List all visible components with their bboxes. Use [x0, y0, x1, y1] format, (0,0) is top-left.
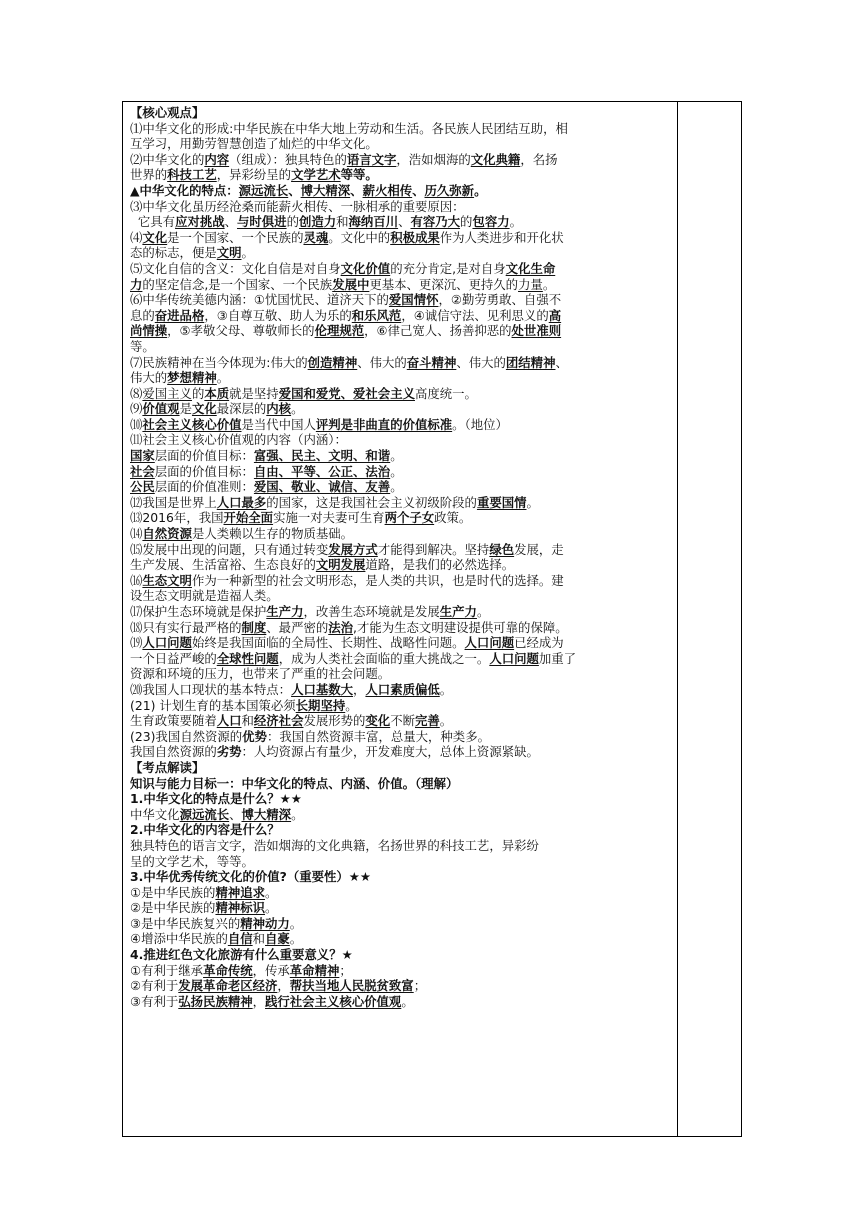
text-run: ⑴中华文化的形成:中华民族在中华大地上劳动和生活。各民族人民团结互助，相: [130, 120, 568, 136]
text-line: [130, 822, 674, 838]
text-run: 。: [265, 884, 278, 900]
text-line: [130, 916, 674, 932]
notes-cell: [130, 105, 674, 1009]
text-line: [130, 776, 674, 792]
text-run: 的充分肯定,是对自身: [390, 260, 506, 276]
emphasis-text: 制度: [241, 619, 267, 635]
emphasis-text: 源远流长: [179, 806, 230, 822]
text-line: [130, 651, 674, 667]
text-line: [130, 542, 674, 558]
emphasis-text: 革命精神: [289, 962, 340, 978]
emphasis-text: 精神标识: [215, 900, 266, 916]
text-line: [130, 573, 674, 589]
text-run: 。文化中的: [328, 229, 391, 245]
emphasis-text: 帮扶当地人民脱贫致富: [289, 978, 414, 994]
emphasis-text: 、: [412, 182, 425, 198]
emphasis-text: 优势: [242, 728, 267, 744]
text-run: 互学习，用勤劳智慧创造了灿烂的中华文化。: [130, 136, 378, 152]
emphasis-text: 人口: [216, 713, 242, 729]
emphasis-text: 积极成果: [390, 229, 440, 245]
text-line: [130, 978, 674, 994]
emphasis-text: 自豪: [265, 931, 290, 947]
text-run: ，改善生态环境就是发展: [303, 604, 440, 619]
emphasis-text: 包容力: [472, 214, 510, 230]
text-run: ⑹中华传统美德内涵：①忧国忧民、道济天下的: [130, 292, 389, 308]
emphasis-text: 知识与能力目标一：中华文化的特点、内涵、价值。（理解）: [130, 775, 459, 791]
text-run: 。: [291, 401, 304, 417]
emphasis-text: 应对挑战: [175, 214, 225, 230]
text-run: 的: [286, 214, 299, 230]
text-run: ，⑥律己宽人、扬善抑恶的: [364, 323, 512, 339]
text-line: [130, 557, 674, 573]
text-run: ⑺民族精神在当今体现为:伟大的: [130, 354, 308, 370]
text-line: [130, 105, 674, 121]
text-line: [130, 121, 674, 137]
text-run: 态的标志，便是: [130, 245, 217, 261]
emphasis-text: 等等。: [340, 167, 378, 183]
emphasis-text: 文学艺术: [291, 167, 341, 183]
emphasis-text: 人口问题: [464, 635, 515, 651]
text-run: 和: [241, 713, 254, 729]
emphasis-text: 发展方式: [328, 541, 378, 557]
text-run: 最深层的: [216, 401, 267, 417]
emphasis-text: 人口问题: [489, 650, 539, 666]
emphasis-text: 力量: [518, 276, 543, 292]
text-line: [130, 838, 674, 854]
text-run: 、: [555, 354, 568, 370]
text-run: （组成）：独具特色的: [229, 151, 347, 167]
emphasis-text: 完善: [414, 713, 440, 729]
emphasis-text: 处世准则: [511, 323, 562, 339]
text-run: 。: [345, 697, 358, 713]
emphasis-text: 、: [288, 182, 301, 198]
emphasis-text: ▲中华文化的特点：: [130, 182, 239, 198]
text-run: 呈的文学艺术，等等。: [130, 853, 254, 869]
text-line: [130, 214, 674, 230]
text-run: 。: [476, 604, 490, 619]
text-run: ：我国自然资源丰富，总量大，种类多。: [266, 728, 490, 744]
emphasis-text: 精神动力: [240, 915, 290, 931]
text-line: [130, 947, 674, 963]
emphasis-text: 奋斗精神: [406, 354, 457, 370]
emphasis-text: 内核: [266, 401, 292, 417]
text-run: ⑻: [130, 385, 143, 401]
text-run: 。: [439, 713, 453, 729]
emphasis-text: 薪火相传: [362, 182, 413, 198]
text-run: ，传承: [252, 962, 290, 978]
text-line: [130, 261, 674, 277]
emphasis-text: 弘扬民族精神: [178, 993, 253, 1009]
text-run: ①有利于继承: [130, 962, 204, 978]
text-run: 是人类赖以生存的物质基础。: [191, 526, 354, 542]
text-run: (23)我国自然资源的: [130, 728, 243, 744]
emphasis-text: 本质: [204, 385, 230, 401]
emphasis-text: 奋进品格: [154, 307, 205, 323]
table-column-divider: [677, 102, 678, 1136]
emphasis-text: 经济社会: [253, 713, 304, 729]
text-run: ⒅只有实行最严格的: [130, 619, 242, 635]
text-run: 作为一种新型的社会文明形态，是人类的共识，也是时代的选择。建: [191, 572, 564, 588]
emphasis-text: 。: [474, 182, 487, 198]
text-run: ⒃: [130, 572, 143, 588]
emphasis-text: 绿色: [489, 541, 515, 557]
text-run: ③是中华民族复兴的: [130, 915, 241, 931]
text-line: [130, 230, 674, 246]
text-run: ，④诚信守法、见利思义的: [401, 307, 549, 323]
emphasis-text: 文化典籍: [470, 151, 521, 167]
text-run: 。: [289, 915, 303, 931]
text-line: [130, 245, 674, 261]
text-line: [130, 136, 674, 152]
text-run: ：人均资源占有量少，开发难度大，总体上资源紧缺。: [241, 744, 539, 760]
text-line: [130, 464, 674, 480]
emphasis-text: 源远流长: [238, 182, 289, 198]
text-line: [130, 277, 674, 293]
text-line: [130, 292, 674, 308]
text-line: [130, 183, 674, 199]
text-line: [130, 604, 674, 620]
emphasis-text: 国家: [130, 448, 155, 464]
text-run: 作为人类进步和开化状: [439, 229, 564, 245]
text-run: 设生态文明就是造福人类。: [130, 588, 279, 604]
emphasis-text: 科技工艺: [167, 167, 217, 183]
text-line: [130, 885, 674, 901]
text-run: 、: [398, 214, 411, 230]
text-run: ⑾社会主义核心价值观的内容（内涵）：: [130, 432, 347, 448]
text-run: 层面的价值准则：: [154, 479, 254, 495]
text-run: 和: [252, 931, 266, 947]
text-run: 、伟大的: [456, 354, 506, 370]
text-run: 伟大的: [130, 370, 168, 386]
emphasis-text: 文化: [191, 401, 217, 417]
text-run: ⑶中华文化虽历经沧桑而能薪火相传、一脉相承的重要原因：: [130, 198, 465, 214]
emphasis-text: 自由、平等、公正、法治: [253, 463, 391, 479]
text-run: ④增添中华民族的: [130, 931, 228, 947]
text-run: ，⑤孝敬父母、尊敬师长的: [167, 323, 315, 339]
emphasis-text: 伦理规范: [314, 323, 365, 339]
text-run: 。: [390, 479, 403, 495]
text-line: [130, 370, 674, 386]
text-run: ⒁: [130, 526, 143, 542]
text-run: 。: [526, 494, 539, 510]
emphasis-text: 社会: [130, 463, 155, 479]
text-run: 就是坚持: [229, 385, 279, 401]
emphasis-text: 精神追求: [215, 884, 266, 900]
text-run: 是当代中国人: [241, 416, 316, 432]
text-run: ；: [413, 978, 427, 994]
text-run: 等。: [130, 338, 155, 354]
emphasis-text: 人口基数大: [291, 681, 354, 697]
text-run: ⑿我国是世界上: [130, 494, 217, 510]
text-line: [130, 355, 674, 371]
emphasis-text: 自然资源: [142, 526, 192, 542]
emphasis-text: 1.中华文化的特点是什么？★★: [130, 791, 302, 807]
emphasis-text: 高: [548, 307, 562, 323]
text-run: 生育政策要随着: [130, 713, 217, 729]
text-line: [130, 417, 674, 433]
text-run: 生产发展、生活富裕、生态良好的: [130, 557, 316, 573]
text-run: ⑼: [130, 401, 143, 417]
text-run: 发展，走: [514, 541, 564, 557]
text-run: ，③自尊互敬、助人为乐的: [204, 307, 352, 323]
emphasis-text: 革命传统: [203, 962, 253, 978]
text-run: (21) 计划生育的基本国策必须: [130, 697, 296, 713]
emphasis-text: 文化价值: [340, 260, 391, 276]
text-run: ⑷: [130, 229, 143, 245]
text-run: ⒆: [130, 635, 143, 651]
text-run: 。: [401, 993, 414, 1009]
emphasis-text: 爱国和爱党、爱社会主义: [278, 385, 415, 401]
text-run: 的国家，这是我国社会主义初级阶段的: [266, 494, 477, 510]
emphasis-text: 文明发展: [315, 557, 366, 573]
text-run: 、: [224, 214, 238, 230]
emphasis-text: 历久弥新: [424, 182, 475, 198]
emphasis-text: 人口素质偏低: [365, 681, 440, 697]
text-line: [130, 495, 674, 511]
emphasis-text: 公民: [130, 479, 155, 495]
text-run: 不断: [390, 713, 415, 729]
emphasis-text: 有容乃大: [410, 214, 461, 230]
emphasis-text: 力: [130, 276, 143, 292]
text-line: [130, 386, 674, 402]
text-run: 独具特色的语言文字，浩如烟海的文化典籍，名扬世界的科技工艺，异彩纷: [130, 837, 539, 853]
emphasis-text: 爱国情怀: [388, 292, 439, 308]
text-line: [130, 963, 674, 979]
exam-section: [130, 760, 674, 1010]
text-run: 、: [229, 806, 242, 822]
text-line: [130, 760, 674, 776]
text-run: ⒂发展中出现的问题，只有通过转变: [130, 541, 329, 557]
emphasis-text: 全球性问题: [216, 650, 279, 666]
emphasis-text: 3.中华优秀传统文化的价值?（重要性）★★: [130, 869, 371, 885]
text-line: [130, 900, 674, 916]
emphasis-text: 文明: [216, 245, 242, 261]
text-run: 。: [289, 931, 303, 947]
emphasis-text: 和乐风范: [351, 307, 402, 323]
text-run: ，: [353, 681, 366, 697]
text-line: [130, 854, 674, 870]
text-run: 加重了: [538, 650, 577, 666]
emphasis-text: 开始全面: [223, 510, 274, 526]
emphasis-text: 长期坚持: [295, 697, 346, 713]
text-run: 资源和环境的压力，也带来了严重的社会问题。: [130, 666, 391, 682]
text-line: [130, 994, 674, 1010]
text-run: 始终是我国面临的全局性、长期性、战略性问题。: [191, 635, 465, 651]
emphasis-text: 语言文字: [346, 151, 397, 167]
emphasis-text: 海纳百川: [348, 214, 399, 230]
emphasis-text: 人口问题: [142, 635, 192, 651]
emphasis-text: 重要国情: [476, 494, 527, 510]
text-run: 。: [241, 245, 254, 261]
emphasis-text: 2.中华文化的内容是什么？: [130, 822, 280, 838]
text-run: 。: [509, 214, 522, 230]
emphasis-text: 【核心观点】: [130, 105, 205, 120]
text-run: 。: [390, 463, 403, 479]
text-line: [130, 526, 674, 542]
text-line: [130, 791, 674, 807]
text-line: [130, 635, 674, 651]
text-run: 实施一对夫妻可生育: [273, 510, 385, 526]
text-run: 。: [439, 681, 453, 697]
text-line: [130, 152, 674, 168]
emphasis-text: 践行社会主义核心价值观: [265, 993, 402, 1009]
emphasis-text: 博大精深: [241, 806, 292, 822]
text-line: [130, 931, 674, 947]
emphasis-text: 尚情操: [130, 323, 168, 339]
text-run: 更基本、更深沉、更持久的: [369, 276, 519, 292]
text-run: ，: [252, 993, 266, 1009]
emphasis-text: 梦想精神: [167, 370, 217, 386]
text-run: ，浩如烟海的: [396, 151, 471, 167]
text-run: 中华文化: [130, 806, 180, 822]
text-run: 政策。: [434, 510, 472, 526]
emphasis-text: 价值观: [142, 401, 180, 417]
core-section: [130, 105, 674, 760]
emphasis-text: 团结精神: [505, 354, 556, 370]
text-run: 。: [265, 900, 278, 916]
text-run: 的坚定信念,是一个国家、一个民族: [142, 276, 333, 292]
emphasis-text: 4.推进红色文化旅游有什么重要意义？★: [130, 947, 353, 963]
text-run: 才能得到解决。坚持: [377, 541, 490, 557]
text-run: ⒇我国人口现状的基本特点：: [130, 681, 292, 697]
emphasis-text: 爱国主义: [142, 385, 192, 401]
text-line: [130, 666, 674, 682]
text-run: 的: [191, 385, 205, 401]
text-line: [130, 323, 674, 339]
text-run: ⑽: [130, 416, 143, 432]
text-line: [130, 588, 674, 604]
text-run: ⑸文化自信的含义：文化自信是对自身: [130, 260, 341, 276]
emphasis-text: 发展中: [332, 276, 370, 292]
text-run: ，②勤劳勇敢、自强不: [438, 292, 562, 308]
text-run: 高度统一。: [414, 385, 477, 401]
text-run: 息的: [130, 307, 155, 323]
text-line: [130, 729, 674, 745]
text-run: ⑵中华文化的: [130, 151, 205, 167]
text-run: 。: [291, 806, 304, 822]
text-line: [130, 698, 674, 714]
document-table: [122, 101, 742, 1137]
emphasis-text: 法治: [328, 619, 354, 635]
emphasis-text: 劣势: [216, 744, 242, 760]
text-run: 发展形势的: [303, 713, 366, 729]
emphasis-text: 自信: [227, 931, 253, 947]
emphasis-text: 人口最多: [216, 494, 267, 510]
emphasis-text: 灵魂: [303, 229, 329, 245]
text-line: [130, 620, 674, 636]
text-run: 它具有: [130, 214, 176, 230]
text-run: 一个日益严峻的: [130, 650, 217, 666]
emphasis-text: 富强、民主、文明、和谐: [253, 448, 391, 464]
text-line: [130, 479, 674, 495]
emphasis-text: 、: [350, 182, 363, 198]
text-run: ，成为人类社会面临的重大挑战之一。: [278, 650, 490, 666]
emphasis-text: 社会主义核心价值: [142, 416, 242, 432]
emphasis-text: 创造力: [298, 214, 337, 230]
text-run: ⒄保护生态环境就是保护: [130, 604, 267, 619]
text-run: 的: [460, 214, 473, 230]
text-line: [130, 744, 674, 760]
text-run: 我国自然资源的: [130, 744, 217, 760]
text-line: [130, 199, 674, 215]
text-run: ，: [277, 978, 290, 994]
text-run: 。: [542, 276, 556, 292]
text-line: [130, 308, 674, 324]
emphasis-text: 两个子女: [384, 510, 435, 526]
emphasis-text: 创造精神: [307, 354, 358, 370]
text-line: [130, 401, 674, 417]
text-run: 已经成为: [514, 635, 564, 651]
emphasis-text: 爱国、敬业、诚信、友善: [253, 479, 391, 495]
text-run: 、伟大的: [357, 354, 407, 370]
text-run: 。: [216, 370, 230, 386]
text-line: [130, 167, 674, 183]
text-run: 是: [179, 401, 192, 417]
emphasis-text: 生产力: [439, 604, 477, 619]
text-line: [130, 510, 674, 526]
text-line: [130, 682, 674, 698]
text-run: 层面的价值目标：: [154, 448, 254, 464]
text-run: 。: [390, 448, 403, 464]
text-line: [130, 869, 674, 885]
text-line: [130, 807, 674, 823]
emphasis-text: 【考点解读】: [130, 759, 205, 775]
text-run: ①是中华民族的: [130, 884, 216, 900]
text-run: 。（地位）: [452, 416, 508, 432]
text-line: [130, 713, 674, 729]
emphasis-text: 变化: [365, 713, 391, 729]
emphasis-text: 发展革命老区经济: [178, 978, 278, 994]
text-run: ⒀2016年，我国: [130, 510, 224, 526]
text-run: ；: [339, 962, 352, 978]
emphasis-text: 生产力: [266, 604, 304, 619]
emphasis-text: 评判是非曲直的价值标准: [315, 416, 453, 432]
text-run: 道路，是我们的必然选择。: [365, 557, 515, 573]
emphasis-text: 博大精深: [300, 182, 351, 198]
text-run: ③有利于: [130, 993, 179, 1009]
text-run: ②是中华民族的: [130, 900, 216, 916]
text-run: ，名扬: [520, 151, 558, 167]
emphasis-text: 与时俱进: [237, 214, 287, 230]
text-run: 、最严密的: [266, 619, 329, 635]
emphasis-text: 生态文明: [142, 572, 192, 588]
text-line: [130, 432, 674, 448]
text-run: 层面的价值目标：: [154, 463, 254, 479]
emphasis-text: 内容: [204, 151, 230, 167]
emphasis-text: 文化生命: [505, 260, 556, 276]
text-run: 是一个国家、一个民族的: [167, 229, 304, 245]
text-run: ②有利于: [130, 978, 179, 994]
text-run: ，异彩纷呈的: [216, 167, 292, 183]
text-run: 和: [336, 214, 349, 230]
text-run: ,才能为生态文明建设提供可靠的保障。: [353, 619, 568, 635]
emphasis-text: 文化: [142, 229, 168, 245]
text-line: [130, 448, 674, 464]
text-line: [130, 339, 674, 355]
text-run: 世界的: [130, 167, 168, 183]
